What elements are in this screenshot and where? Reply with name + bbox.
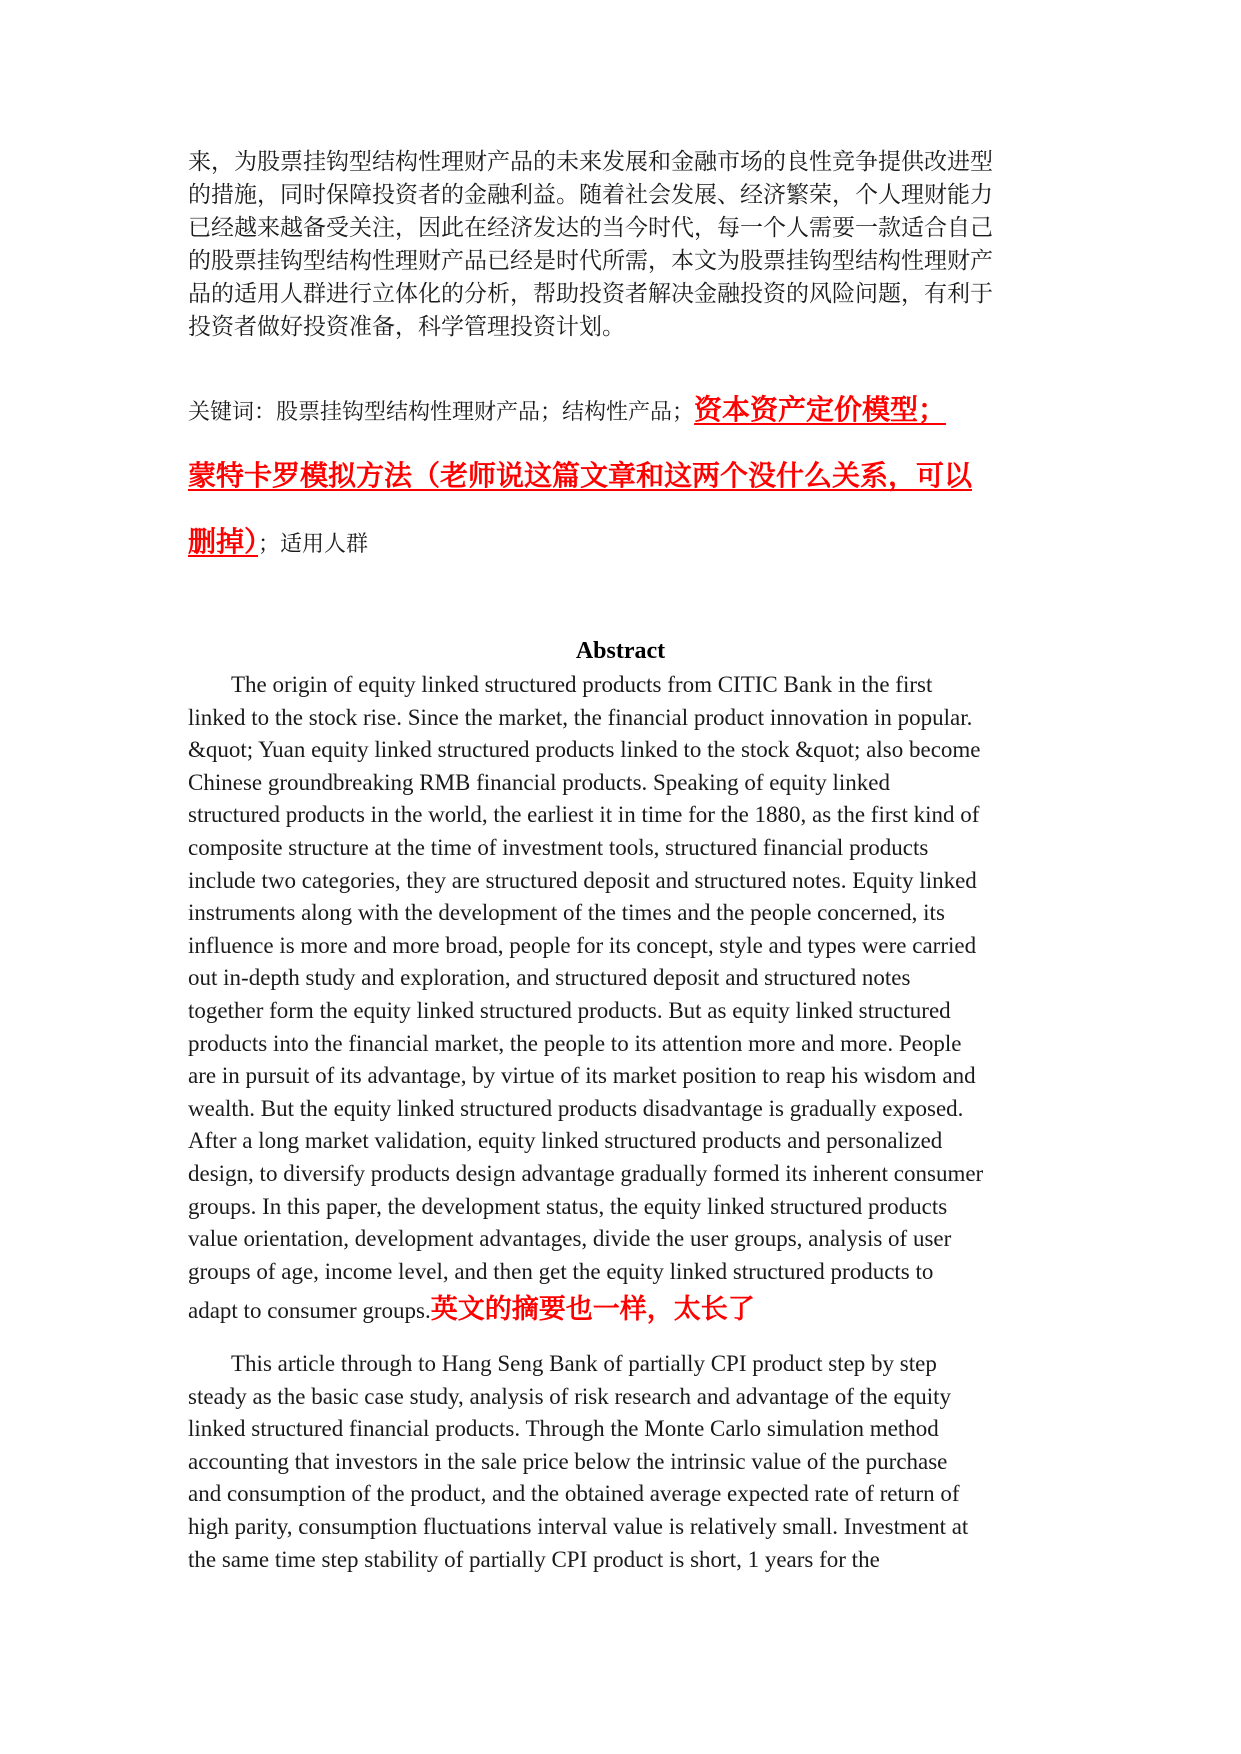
text-line: steady as the basic case study, analysis of risk research and advantage of the equity [188, 1383, 951, 1409]
chinese-abstract-paragraph [188, 146, 1058, 344]
keyword-annotation-red: 蒙特卡罗模拟方法（老师说这篇文章和这两个没什么关系，可以 [188, 459, 973, 492]
text-line: influence is more and more broad, people for its concept, style and types were carried [188, 932, 977, 958]
abstract-paragraph-2 [188, 1348, 1068, 1576]
abstract-heading: Abstract [575, 638, 666, 664]
text-line: Chinese groundbreaking RMB financial products. Speaking of equity linked [188, 769, 891, 795]
keywords-label: 关键词 [188, 400, 255, 425]
keywords-list: 股票挂钩型结构性理财产品；结构性产品； [276, 400, 695, 425]
text-line: composite structure at the time of investment tools, structured financial products [188, 834, 929, 860]
keywords-colon: ： [254, 400, 277, 425]
text-line: products into the financial market, the people to its attention more and more. People [188, 1030, 962, 1056]
text-line: &quot; Yuan equity linked structured products linked to the stock &quot; also become [188, 737, 981, 763]
text-line: the same time step stability of partially CPI product is short, 1 years for the [188, 1546, 880, 1572]
text-line: This article through to Hang Seng Bank of partially CPI product step by step [231, 1351, 937, 1376]
text-line: value orientation, development advantages, divide the user groups, analysis of user [188, 1226, 952, 1252]
text-line: high parity, consumption fluctuations interval value is relatively small. Investment at [188, 1513, 969, 1539]
abstract-last-text: adapt to consumer groups. [188, 1298, 431, 1324]
text-line: include two categories, they are structured deposit and structured notes. Equity linked [188, 867, 977, 893]
text-line: together form the equity linked structured products. But as equity linked structured [188, 997, 951, 1023]
text-line: structured products in the world, the earliest it in time for the 1880, as the first kind of [188, 802, 980, 828]
text-line: The origin of equity linked structured products from CITIC Bank in the first [231, 672, 933, 697]
text-line: groups of age, income level, and then get the equity linked structured products to [188, 1258, 934, 1284]
text-line: wealth. But the equity linked structured products disadvantage is gradually exposed. [188, 1095, 964, 1121]
text-line: 的措施，同时保障投资者的金融利益。随着社会发展、经济繁荣，个人理财能力 [188, 182, 993, 208]
text-line: 品的适用人群进行立体化的分析，帮助投资者解决金融投资的风险问题，有利于 [188, 281, 993, 307]
keyword-annotation-red: 资本资产定价模型； [694, 393, 947, 426]
keywords-section [188, 390, 1068, 566]
text-line: 投资者做好投资准备，科学管理投资计划。 [188, 314, 625, 340]
text-line: 的股票挂钩型结构性理财产品已经是时代所需，本文为股票挂钩型结构性理财产 [188, 248, 993, 274]
text-line: and consumption of the product, and the obtained average expected rate of return of [188, 1481, 960, 1507]
text-line: accounting that investors in the sale price below the intrinsic value of the purchase [188, 1448, 948, 1474]
text-line: 已经越来越备受关注，因此在经济发达的当今时代，每一个人需要一款适合自己 [188, 215, 993, 241]
text-line [188, 1294, 1068, 1328]
text-line: linked structured financial products. Through the Monte Carlo simulation method [188, 1416, 939, 1442]
keywords-list: ；适用人群 [258, 532, 369, 557]
text-line: instruments along with the development of the times and the people concerned, its [188, 900, 945, 926]
keyword-annotation-red: 删掉） [188, 525, 259, 558]
text-line: are in pursuit of its advantage, by virtue of its market position to reap his wisdom and [188, 1063, 976, 1089]
text-line: After a long market validation, equity linked structured products and personalized [188, 1128, 943, 1154]
keywords-row [188, 456, 1068, 500]
keywords-row [188, 390, 1068, 434]
text-line: 来，为股票挂钩型结构性理财产品的未来发展和金融市场的良性竞争提供改进型 [188, 149, 993, 175]
text-line: out in-depth study and exploration, and structured deposit and structured notes [188, 965, 911, 991]
abstract-annotation-red: 英文的摘要也一样，太长了 [430, 1294, 755, 1326]
text-line: linked to the stock rise. Since the market, the financial product innovation in popular. [188, 704, 973, 730]
text-line: groups. In this paper, the development status, the equity linked structured products [188, 1193, 948, 1219]
keywords-row [188, 522, 1068, 566]
text-line: design, to diversify products design advantage gradually formed its inherent consumer [188, 1160, 984, 1186]
abstract-paragraph-1 [188, 669, 1068, 1328]
